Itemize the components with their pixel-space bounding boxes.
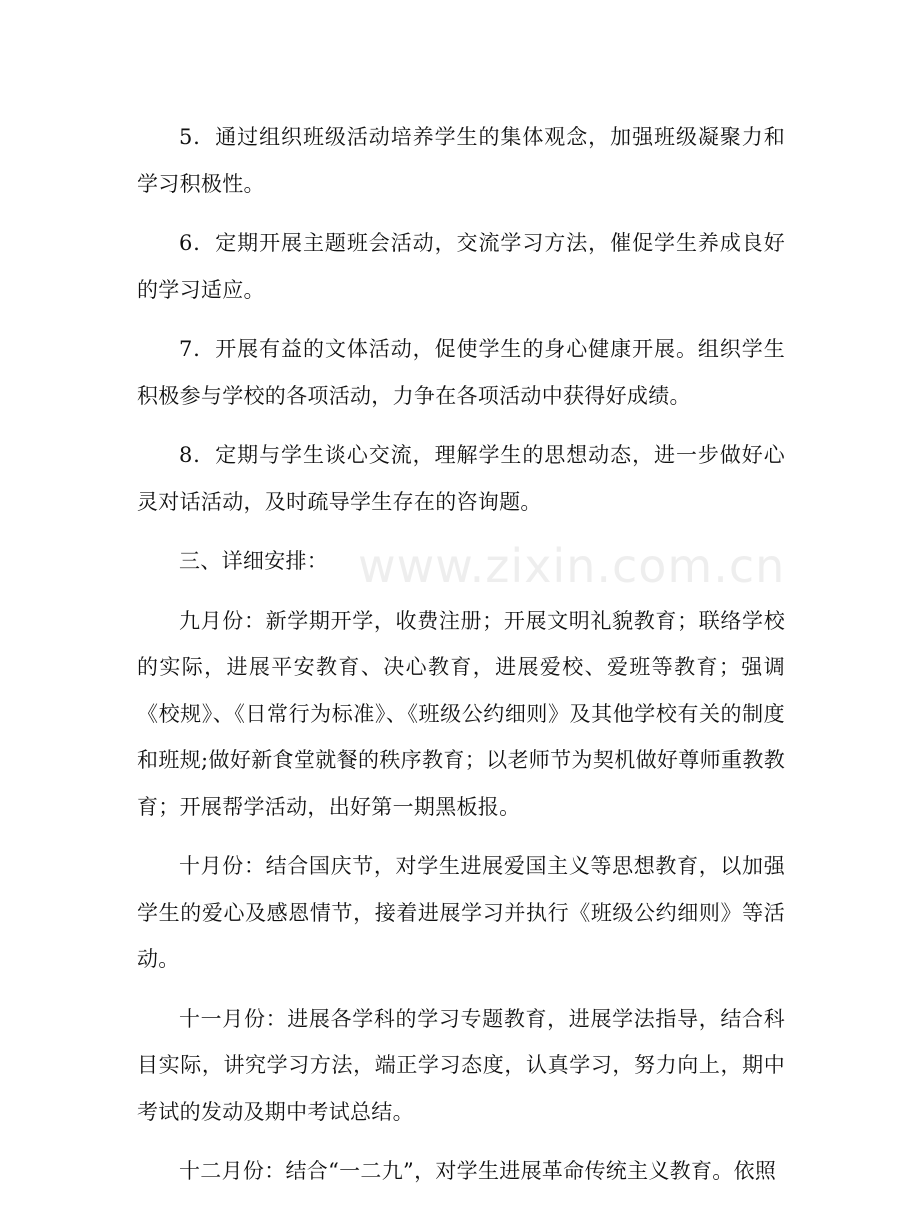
watermark: www.zixin.com.cn xyxy=(358,539,786,593)
paragraph-december: 十二月份：结合“一二九”，对学生进展革命传统主义教育。依照 xyxy=(179,1159,777,1183)
paragraph-item-5: 5．通过组织班级活动培养学生的集体观念，加强班级凝聚力和学习积极性。 xyxy=(137,125,785,196)
document-body xyxy=(137,114,785,1208)
paragraph-november: 十一月份：进展各学科的学习专题教育，进展学法指导，结合科目实际，讲究学习方法，端正学习态度，认真学习，努力向上，期中考试的发动及期中考试总结。 xyxy=(137,1006,785,1124)
paragraph-october: 十月份：结合国庆节，对学生进展爱国主义等思想教育，以加强学生的爱心及感恩情节，接着进展学习并执行《班级公约细则》等活动。 xyxy=(137,854,785,971)
paragraph-september: 九月份：新学期开学，收费注册；开展文明礼貌教育；联络学校的实际，进展平安教育、决心教育，进展爱校、爱班等教育；强调《校规》、《日常行为标准》、《班级公约细则》及其他学校有关的制度和班规;做好新食堂就餐的秩序教育；以老师节为契机做好尊师重教教育；开展帮学活动，出好第一期黑板报。 xyxy=(137,608,785,819)
paragraph-item-8: 8．定期与学生谈心交流，理解学生的思想动态，进一步做好心灵对话活动，及时疏导学生存在的咨询题。 xyxy=(137,443,785,514)
paragraph-item-6: 6．定期开展主题班会活动，交流学习方法，催促学生养成良好的学习适应。 xyxy=(137,231,785,302)
section-heading-schedule: 三、详细安排： xyxy=(179,549,329,573)
paragraph-item-7: 7．开展有益的文体活动，促使学生的身心健康开展。组织学生积极参与学校的各项活动，力争在各项活动中获得好成绩。 xyxy=(137,337,785,408)
